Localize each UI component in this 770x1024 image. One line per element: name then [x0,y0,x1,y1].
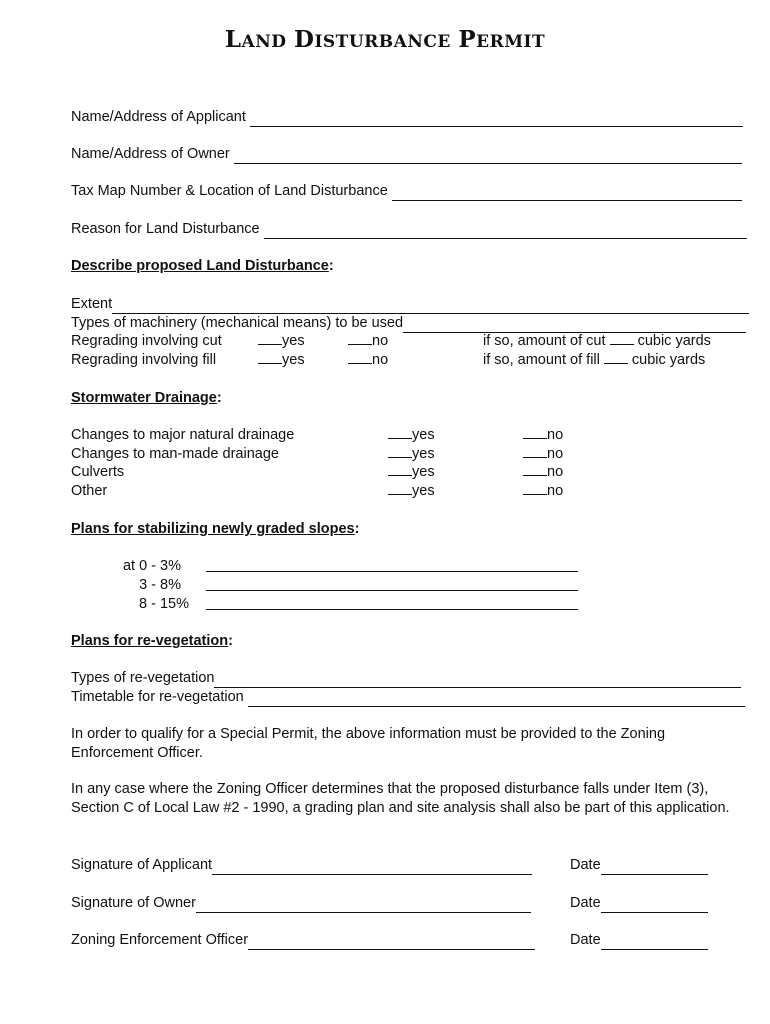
drainage-manmade-yes[interactable]: yes [388,444,435,464]
tax-map-field[interactable] [71,181,742,201]
stormwater-heading: Stormwater Drainage: [71,390,222,406]
applicant-field[interactable] [71,107,743,127]
revegetation-types-field[interactable] [71,668,741,688]
drainage-other-yes[interactable]: yes [388,481,435,501]
owner-date-field[interactable] [570,893,708,913]
regrading-fill-label: Regrading involving fill [71,352,217,368]
date-label: Date [570,857,601,873]
slope-8-15-input-line[interactable] [206,609,578,610]
officer-date-field[interactable] [570,930,708,950]
regrading-cut-label: Regrading involving cut [71,333,222,349]
officer-signature-label: Zoning Enforcement Officer [71,932,249,948]
machinery-field[interactable] [71,313,746,333]
officer-signature-field[interactable] [71,930,535,950]
owner-field[interactable] [71,144,742,164]
date-label: Date [570,895,601,911]
extent-input-line[interactable] [112,298,749,314]
cut-amount[interactable]: if so, amount of cut cubic yards [483,333,711,349]
applicant-signature-label: Signature of Applicant [71,857,213,873]
drainage-item-label: Changes to man-made drainage [71,446,279,462]
date-label: Date [570,932,601,948]
revegetation-timetable-field[interactable] [71,687,745,707]
revegetation-heading: Plans for re-vegetation: [71,633,233,649]
proposed-heading: Describe proposed Land Disturbance: [71,258,334,274]
owner-signature-label: Signature of Owner [71,895,196,911]
extent-field[interactable] [71,294,749,314]
applicant-date-field[interactable] [570,855,708,875]
special-permit-paragraph: In order to qualify for a Special Permit, the above information must be provided to the Zoning Enforcement Officer. [71,726,666,761]
reason-field[interactable] [71,219,747,239]
slope-range-label: 8 - 15% [139,596,189,612]
slope-range-label: 3 - 8% [139,577,181,593]
regrading-cut-no[interactable]: no [348,331,388,351]
officer-signature-line[interactable] [248,934,535,950]
revegetation-types-label: Types of re-vegetation [71,670,215,686]
slope-range-label: at 0 - 3% [122,558,181,574]
owner-input-line[interactable] [234,148,742,164]
drainage-item-label: Other [71,483,108,499]
drainage-other-no[interactable]: no [523,481,563,501]
revegetation-timetable-label: Timetable for re-vegetation [71,689,244,705]
applicant-date-line[interactable] [601,859,708,875]
drainage-culverts-yes[interactable]: yes [388,462,435,482]
revegetation-timetable-input-line[interactable] [248,691,745,707]
fill-amount[interactable]: if so, amount of fill cubic yards [483,352,706,368]
drainage-item-label: Culverts [71,464,125,480]
slope-0-3-input-line[interactable] [206,571,578,572]
applicant-signature-line[interactable] [212,859,532,875]
regrading-fill-yes[interactable]: yes [258,350,305,370]
drainage-natural-no[interactable]: no [523,425,563,445]
officer-date-line[interactable] [601,934,708,950]
tax-map-label: Tax Map Number & Location of Land Disturbance [71,183,388,199]
drainage-natural-yes[interactable]: yes [388,425,435,445]
slope-3-8-input-line[interactable] [206,590,578,591]
owner-date-line[interactable] [601,897,708,913]
reason-label: Reason for Land Disturbance [71,221,260,237]
page-title: LAND DISTURBANCE PERMIT [224,26,546,53]
regrading-fill-no[interactable]: no [348,350,388,370]
reason-input-line[interactable] [264,223,747,239]
regrading-cut-yes[interactable]: yes [258,331,305,351]
drainage-culverts-no[interactable]: no [523,462,563,482]
applicant-input-line[interactable] [250,111,743,127]
machinery-label: Types of machinery (mechanical means) to be used [71,315,404,331]
slopes-heading: Plans for stabilizing newly graded slopes: [71,521,360,537]
drainage-manmade-no[interactable]: no [523,444,563,464]
owner-label: Name/Address of Owner [71,146,230,162]
owner-signature-field[interactable] [71,893,531,913]
extent-label: Extent [71,296,113,312]
applicant-signature-field[interactable] [71,855,532,875]
drainage-item-label: Changes to major natural drainage [71,427,295,443]
owner-signature-line[interactable] [196,897,531,913]
grading-plan-paragraph: In any case where the Zoning Officer determines that the proposed disturbance falls under Item (3), Section C of Local Law #2 - 1990, a grading plan and site analysis shall also be part of this application. [71,781,730,816]
tax-map-input-line[interactable] [392,185,742,201]
applicant-label: Name/Address of Applicant [71,109,246,125]
revegetation-types-input-line[interactable] [214,672,741,688]
